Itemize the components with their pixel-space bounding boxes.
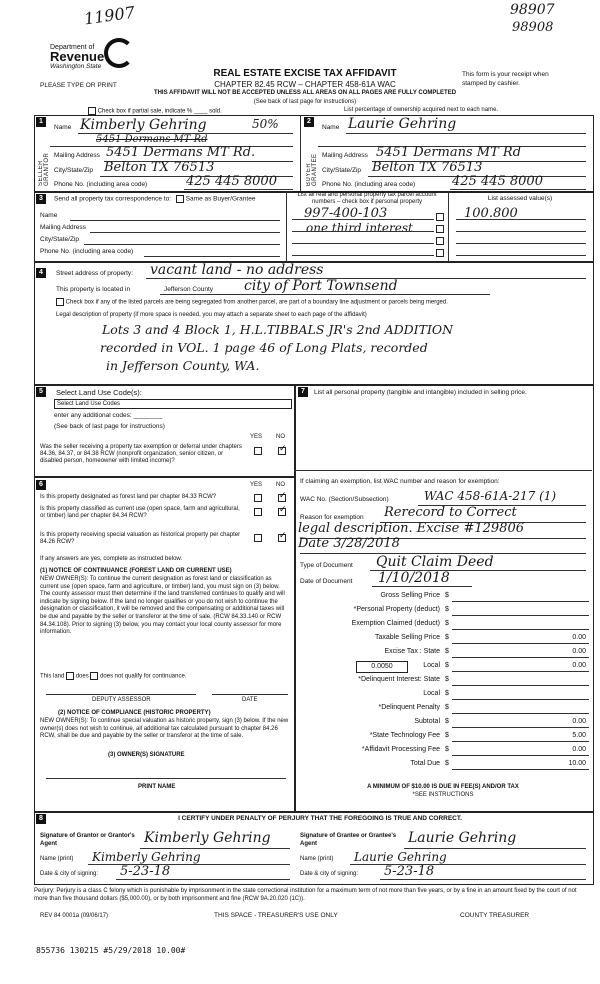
county-treasurer-label: COUNTY TREASURER xyxy=(460,912,530,919)
excise-state-value[interactable]: 0.00 xyxy=(572,648,586,655)
send-label: Send all property tax correspondence to: xyxy=(54,195,172,203)
buyer-name[interactable]: Laurie Gehring xyxy=(348,116,457,132)
dept-line2: Revenue xyxy=(50,49,105,64)
land-use-label: Select Land Use Code(s): xyxy=(56,388,142,397)
segregated-checkbox[interactable] xyxy=(56,298,64,306)
dept-line1: Department of xyxy=(50,44,95,51)
personal-label: *Personal Property (deduct) xyxy=(353,606,440,613)
does-label: does xyxy=(75,673,89,680)
delinq-penalty-row: *Delinquent Penalty $ xyxy=(300,704,590,716)
s6-no-header: NO xyxy=(276,482,285,488)
if-any-yes: If any answers are yes, complete as instructed below. xyxy=(40,556,183,562)
section-5-number: 5 xyxy=(36,387,46,397)
delinq-local-label: Local xyxy=(423,690,440,697)
receipt-note: This form is your receipt when stamped by cashier. xyxy=(462,71,549,87)
subtotal-label: Subtotal xyxy=(414,718,440,725)
exemption-label: Exemption Claimed (deduct) xyxy=(351,620,440,627)
delinq-interest-state-row: *Delinquent Interest: State $ xyxy=(300,676,590,688)
parcel-note: one third interest xyxy=(306,221,413,235)
buyer-phone[interactable]: 425 445 8000 xyxy=(452,174,543,189)
legal-label: Legal description of property (if more space is needed, you may attach a separate sheet to each page of the affidavit) xyxy=(56,312,367,318)
s6-yes-header: YES xyxy=(250,482,263,488)
section-4-number: 4 xyxy=(36,268,46,278)
exemption-question: Was the seller receiving a property tax exemption or deferral under chapters 84.36, 84.37, or 84.38 RCW (nonprofit organization, senior citizen, or disabled person, homeowner with limited income)? xyxy=(40,444,242,464)
reason-line-3: Date 3/28/2018 xyxy=(298,536,400,551)
handwritten-number-1: 98907 xyxy=(510,2,555,18)
this-land-row xyxy=(40,672,186,680)
print-name-label: PRINT NAME xyxy=(138,784,176,790)
exemption-row: Exemption Claimed (deduct) $ xyxy=(300,620,590,632)
q3-yes-checkbox[interactable] xyxy=(254,534,262,542)
reason-label: Reason for exemption xyxy=(300,514,364,521)
seller-city[interactable]: Belton TX 76513 xyxy=(104,160,215,175)
percentage-note: List percentage of ownership acquired next to each name. xyxy=(344,107,499,113)
section-2-number: 2 xyxy=(304,117,314,127)
county: Jefferson County xyxy=(164,286,214,293)
grantor-date[interactable]: 5-23-18 xyxy=(120,864,171,879)
grantor-signature[interactable]: Kimberly Gehring xyxy=(144,830,271,846)
city-of[interactable]: city of Port Townsend xyxy=(244,278,398,294)
buyer-city-label: City/State/Zip xyxy=(322,167,362,174)
notice1-body: NEW OWNER(S): To continue the current designation as forest land or classification as current use (open space, farm and agriculture, or timber) land, you must sign on (3) below. The county assessor must then determine if the land transferred continues to qualify and will indicate by signing below. If the land no longer qualifies or you do not wish to continue the designation or classification, it will be removed and the compensating or additional taxes will be due and payable by the seller or transferor at the time of sale. (RCW 84.33.140 or RCW 84.34.108). Prior to signing (3) below, you may contact your local county assessor for more information. xyxy=(40,576,285,636)
delinq-interest-local-row: Local $ xyxy=(300,690,590,702)
doc-type[interactable]: Quit Claim Deed xyxy=(376,554,494,570)
parcel-4-pp-checkbox[interactable] xyxy=(436,249,444,257)
section-6-box xyxy=(34,476,296,813)
treasurer-stamp: 855736 130215 #5/29/2018 10.00# xyxy=(36,946,186,955)
see-instructions: *SEE INSTRUCTIONS xyxy=(412,792,474,798)
form-warning: THIS AFFIDAVIT WILL NOT BE ACCEPTED UNLESS ALL AREAS ON ALL PAGES ARE FULLY COMPLETED xyxy=(153,90,457,96)
seller-name-label: Name xyxy=(54,124,72,131)
minimum-due: A MINIMUM OF $10.00 IS DUE IN FEE(S) AND/OR TAX xyxy=(367,784,519,790)
excise-state-label: Excise Tax : State xyxy=(384,648,440,655)
grantee-signature[interactable]: Laurie Gehring xyxy=(408,830,517,846)
seller-name-pct: 50% xyxy=(252,117,279,131)
total-due-value[interactable]: 10.00 xyxy=(568,760,586,767)
seller-phone[interactable]: 425 445 8000 xyxy=(186,174,277,189)
partial-sale xyxy=(88,107,222,115)
exemption-claim-label: If claiming an exemption, list WAC number and reason for exemption: xyxy=(300,478,500,485)
treasurer-use-only: THIS SPACE - TREASURER'S USE ONLY xyxy=(214,912,338,919)
grantor-date-label: Date & city of signing: xyxy=(40,871,99,877)
gross-selling-row: Gross Selling Price $ xyxy=(300,592,590,604)
section-7-number: 7 xyxy=(298,387,308,397)
reason-line-1[interactable]: Rerecord to Correct xyxy=(384,505,517,520)
buyer-side-label: BUYER GRANTEE xyxy=(306,153,318,186)
wac-value[interactable]: WAC 458-61A-217 (1) xyxy=(424,489,557,503)
s5-yes-header: YES xyxy=(250,434,263,440)
grantee-name-print[interactable]: Laurie Gehring xyxy=(354,850,447,864)
grantee-date[interactable]: 5-23-18 xyxy=(384,864,435,879)
seller-name-line2: 5451 Dermans MT Rd xyxy=(96,134,208,145)
buyer-phone-label: Phone No. (including area code) xyxy=(322,181,416,188)
notice1-title: (1) NOTICE OF CONTINUANCE (FOREST LAND OR CURRENT USE) xyxy=(40,568,232,574)
street-address[interactable]: vacant land - no address xyxy=(150,262,324,278)
personal-property-row: *Personal Property (deduct) $ xyxy=(300,606,590,618)
dor-logo-icon xyxy=(104,38,134,68)
parcel-3-pp-checkbox[interactable] xyxy=(436,237,444,245)
s5-no-checkbox[interactable]: ✓ xyxy=(279,443,287,453)
buyer-name-label: Name xyxy=(322,124,340,131)
buyer-city[interactable]: Belton TX 76513 xyxy=(372,160,483,175)
partial-sale-label: Check box if partial sale, indicate % ____ sold. xyxy=(97,108,222,115)
taxable-row: Taxable Selling Price $ 0.00 xyxy=(300,634,590,646)
taxable-value[interactable]: 0.00 xyxy=(572,634,586,641)
legal-line-1: Lots 3 and 4 Block 1, H.L.TIBBALS JR's 2nd ADDITION xyxy=(102,322,454,337)
seller-name[interactable]: Kimberly Gehring xyxy=(80,117,207,133)
gross-label: Gross Selling Price xyxy=(380,592,440,599)
seller-mailing[interactable]: 5451 Dermans MT Rd. xyxy=(106,145,256,160)
delinq-penalty-label: *Delinquent Penalty xyxy=(378,704,440,711)
handwritten-file-number: 11907 xyxy=(82,2,136,29)
dept-line3: Washington State xyxy=(50,63,102,70)
see-back-note: (See back of last page for instructions) xyxy=(253,99,357,105)
segregated-label: Check box if any of the listed parcels are being segregated from another parcel, are part of a boundary line adjustment or parcels being merged. xyxy=(65,299,448,306)
section-8-number: 8 xyxy=(36,814,46,824)
parcel-2-pp-checkbox[interactable] xyxy=(436,225,444,233)
current-use-question: Is this property classified as current use (open space, farm and agricultural, or timber) land per chapter 84.34 RCW? xyxy=(40,506,240,519)
buyer-mailing-label: Mailing Address xyxy=(322,152,368,159)
seller-city-label: City/State/Zip xyxy=(54,167,94,174)
tech-fee-label: *State Technology Fee xyxy=(369,732,440,739)
perjury-notice: Perjury: Perjury is a class C felony which is punishable by imprisonment in the state correctional institution for a maximum term of not more than five years, or by a fine in an amount fixed by the court of not more than five thousand dollars ($5,000.00), or by both imprisonment and fine (RCW 9A.20.020 (1C)). xyxy=(34,888,577,902)
reason-line-2: legal description. Excise #129806 xyxy=(298,521,524,536)
notice2-title: (2) NOTICE OF COMPLIANCE (HISTORIC PROPERTY) xyxy=(58,710,211,716)
excise-local-row: 0.0050 Local $ 0.00 xyxy=(300,662,590,674)
deputy-assessor-label: DEPUTY ASSESSOR xyxy=(92,697,151,703)
partial-sale-checkbox[interactable] xyxy=(88,107,96,115)
q2-no-checkbox[interactable]: ✓ xyxy=(279,504,287,514)
tech-fee-row: *State Technology Fee $ 5.00 xyxy=(300,732,590,744)
corr-mailing-label: Mailing Address xyxy=(40,224,86,231)
q2-yes-checkbox[interactable] xyxy=(254,508,262,516)
affidavit-fee-row: *Affidavit Processing Fee $ 0.00 xyxy=(300,746,590,758)
land-use-see-back: (See back of last page for instructions) xyxy=(54,423,165,430)
parcel-1-pp-checkbox[interactable] xyxy=(436,213,444,221)
q1-yes-checkbox[interactable] xyxy=(254,494,262,502)
forest-land-question: Is this property designated as forest land per chapter 84.33 RCW? xyxy=(40,494,217,500)
seller-mailing-label: Mailing Address xyxy=(54,152,100,159)
section-1-number: 1 xyxy=(36,117,46,127)
notice2-body: NEW OWNER(S): To continue special valuation as historic property, sign (3) below. If the new owner(s) does not wish to continue, all additional tax calculated pursuant to chapter 84.26 RCW, shall be due and payable by the seller or transferor at the time of sale. xyxy=(40,718,289,740)
corr-name-label: Name xyxy=(40,212,58,219)
form-subtitle: CHAPTER 82.45 RCW – CHAPTER 458-61A WAC xyxy=(214,80,396,89)
grantee-sig-label: Signature of Grantee or Grantee's Agent xyxy=(300,833,397,847)
segregated-row xyxy=(56,298,448,306)
handwritten-number-2: 98908 xyxy=(512,20,554,35)
dor-logo xyxy=(50,44,104,70)
section-3-number: 3 xyxy=(36,194,46,204)
street-label: Street address of property: xyxy=(56,270,133,277)
affidavit-fee-label: *Affidavit Processing Fee xyxy=(361,746,440,753)
grantee-name-label: Name (print) xyxy=(300,856,334,862)
assessed-header: List assessed value(s) xyxy=(487,195,553,202)
seller-side-label: SELLER GRANTOR xyxy=(38,152,50,186)
s5-yes-checkbox[interactable] xyxy=(254,447,262,455)
local-rate[interactable]: 0.0050 xyxy=(356,661,408,673)
does-not-label: does not qualify for continuance. xyxy=(100,673,187,680)
seller-phone-label: Phone No. (including area code) xyxy=(54,181,148,188)
type-or-print: PLEASE TYPE OR PRINT xyxy=(40,82,117,89)
grantor-sig-label: Signature of Grantor or Grantor's Agent xyxy=(40,833,135,847)
corr-city-label: City/State/Zip xyxy=(40,236,80,243)
excise-local-label: Local xyxy=(423,662,440,669)
subtotal-row: Subtotal $ 0.00 xyxy=(300,718,590,730)
located-label: This property is located in xyxy=(56,286,131,293)
q3-no-checkbox[interactable]: ✓ xyxy=(279,530,287,540)
excise-local-value[interactable]: 0.00 xyxy=(572,662,586,669)
delinq-state-label: *Delinquent Interest: State xyxy=(358,676,440,683)
deputy-date-label: DATE xyxy=(242,697,258,703)
parcel-number[interactable]: 997-400-103 xyxy=(304,206,388,221)
certify-statement: I CERTIFY UNDER PENALTY OF PERJURY THAT THE FOREGOING IS TRUE AND CORRECT. xyxy=(178,815,462,822)
total-due-row: Total Due $ 10.00 xyxy=(300,760,590,772)
assessed-value[interactable]: 100.800 xyxy=(464,206,518,221)
parcel-header: List all real and personal property tax parcel account numbers – check box if personal property xyxy=(297,192,437,205)
doc-date-label: Date of Document xyxy=(300,578,353,585)
does-not-checkbox[interactable] xyxy=(90,672,98,680)
s5-no-header: NO xyxy=(276,434,285,440)
owner-signature-label: (3) OWNER(S) SIGNATURE xyxy=(108,752,185,758)
subtotal-value[interactable]: 0.00 xyxy=(572,718,586,725)
affidavit-fee-value[interactable]: 0.00 xyxy=(572,746,586,753)
same-as-label: Same as Buyer/Grantee xyxy=(185,195,256,203)
form-title: REAL ESTATE EXCISE TAX AFFIDAVIT xyxy=(213,68,397,79)
taxable-label: Taxable Selling Price xyxy=(375,634,440,641)
legal-line-3: in Jefferson County, WA. xyxy=(106,358,260,373)
buyer-mailing[interactable]: 5451 Dermans MT Rd xyxy=(376,145,522,160)
grantor-name-print[interactable]: Kimberly Gehring xyxy=(92,850,201,864)
historic-question: Is this property receiving special valuation as historical property per chapter 84.26 RCW? xyxy=(40,532,241,545)
excise-state-row: Excise Tax : State $ 0.00 xyxy=(300,648,590,660)
additional-codes: enter any additional codes: ________ xyxy=(54,412,163,419)
doc-date[interactable]: 1/10/2018 xyxy=(378,570,450,586)
legal-line-2: recorded in VOL. 1 page 46 of Long Plats, recorded xyxy=(100,340,428,355)
form-revision: REV 84 0001a (09/06/17) xyxy=(40,913,109,919)
this-land-label: This land xyxy=(40,673,65,680)
grantee-date-label: Date & city of signing: xyxy=(300,871,359,877)
land-use-select[interactable]: Select Land Use Codes xyxy=(54,399,292,409)
q1-no-checkbox[interactable]: ✓ xyxy=(279,490,287,500)
personal-property-label: List all personal property (tangible and intangible) included in selling price. xyxy=(314,389,527,396)
tech-fee-value[interactable]: 5.00 xyxy=(572,732,586,739)
does-checkbox[interactable] xyxy=(66,672,74,680)
grantor-name-label: Name (print) xyxy=(40,856,74,862)
send-correspondence-label xyxy=(54,195,255,203)
corr-phone-label: Phone No. (including area code) xyxy=(40,248,134,255)
total-due-label: Total Due xyxy=(410,760,440,767)
same-as-buyer-checkbox[interactable] xyxy=(176,195,184,203)
wac-label: WAC No. (Section/Subsection) xyxy=(300,496,389,503)
section-6-number: 6 xyxy=(36,480,46,490)
doc-type-label: Type of Document xyxy=(300,562,353,569)
